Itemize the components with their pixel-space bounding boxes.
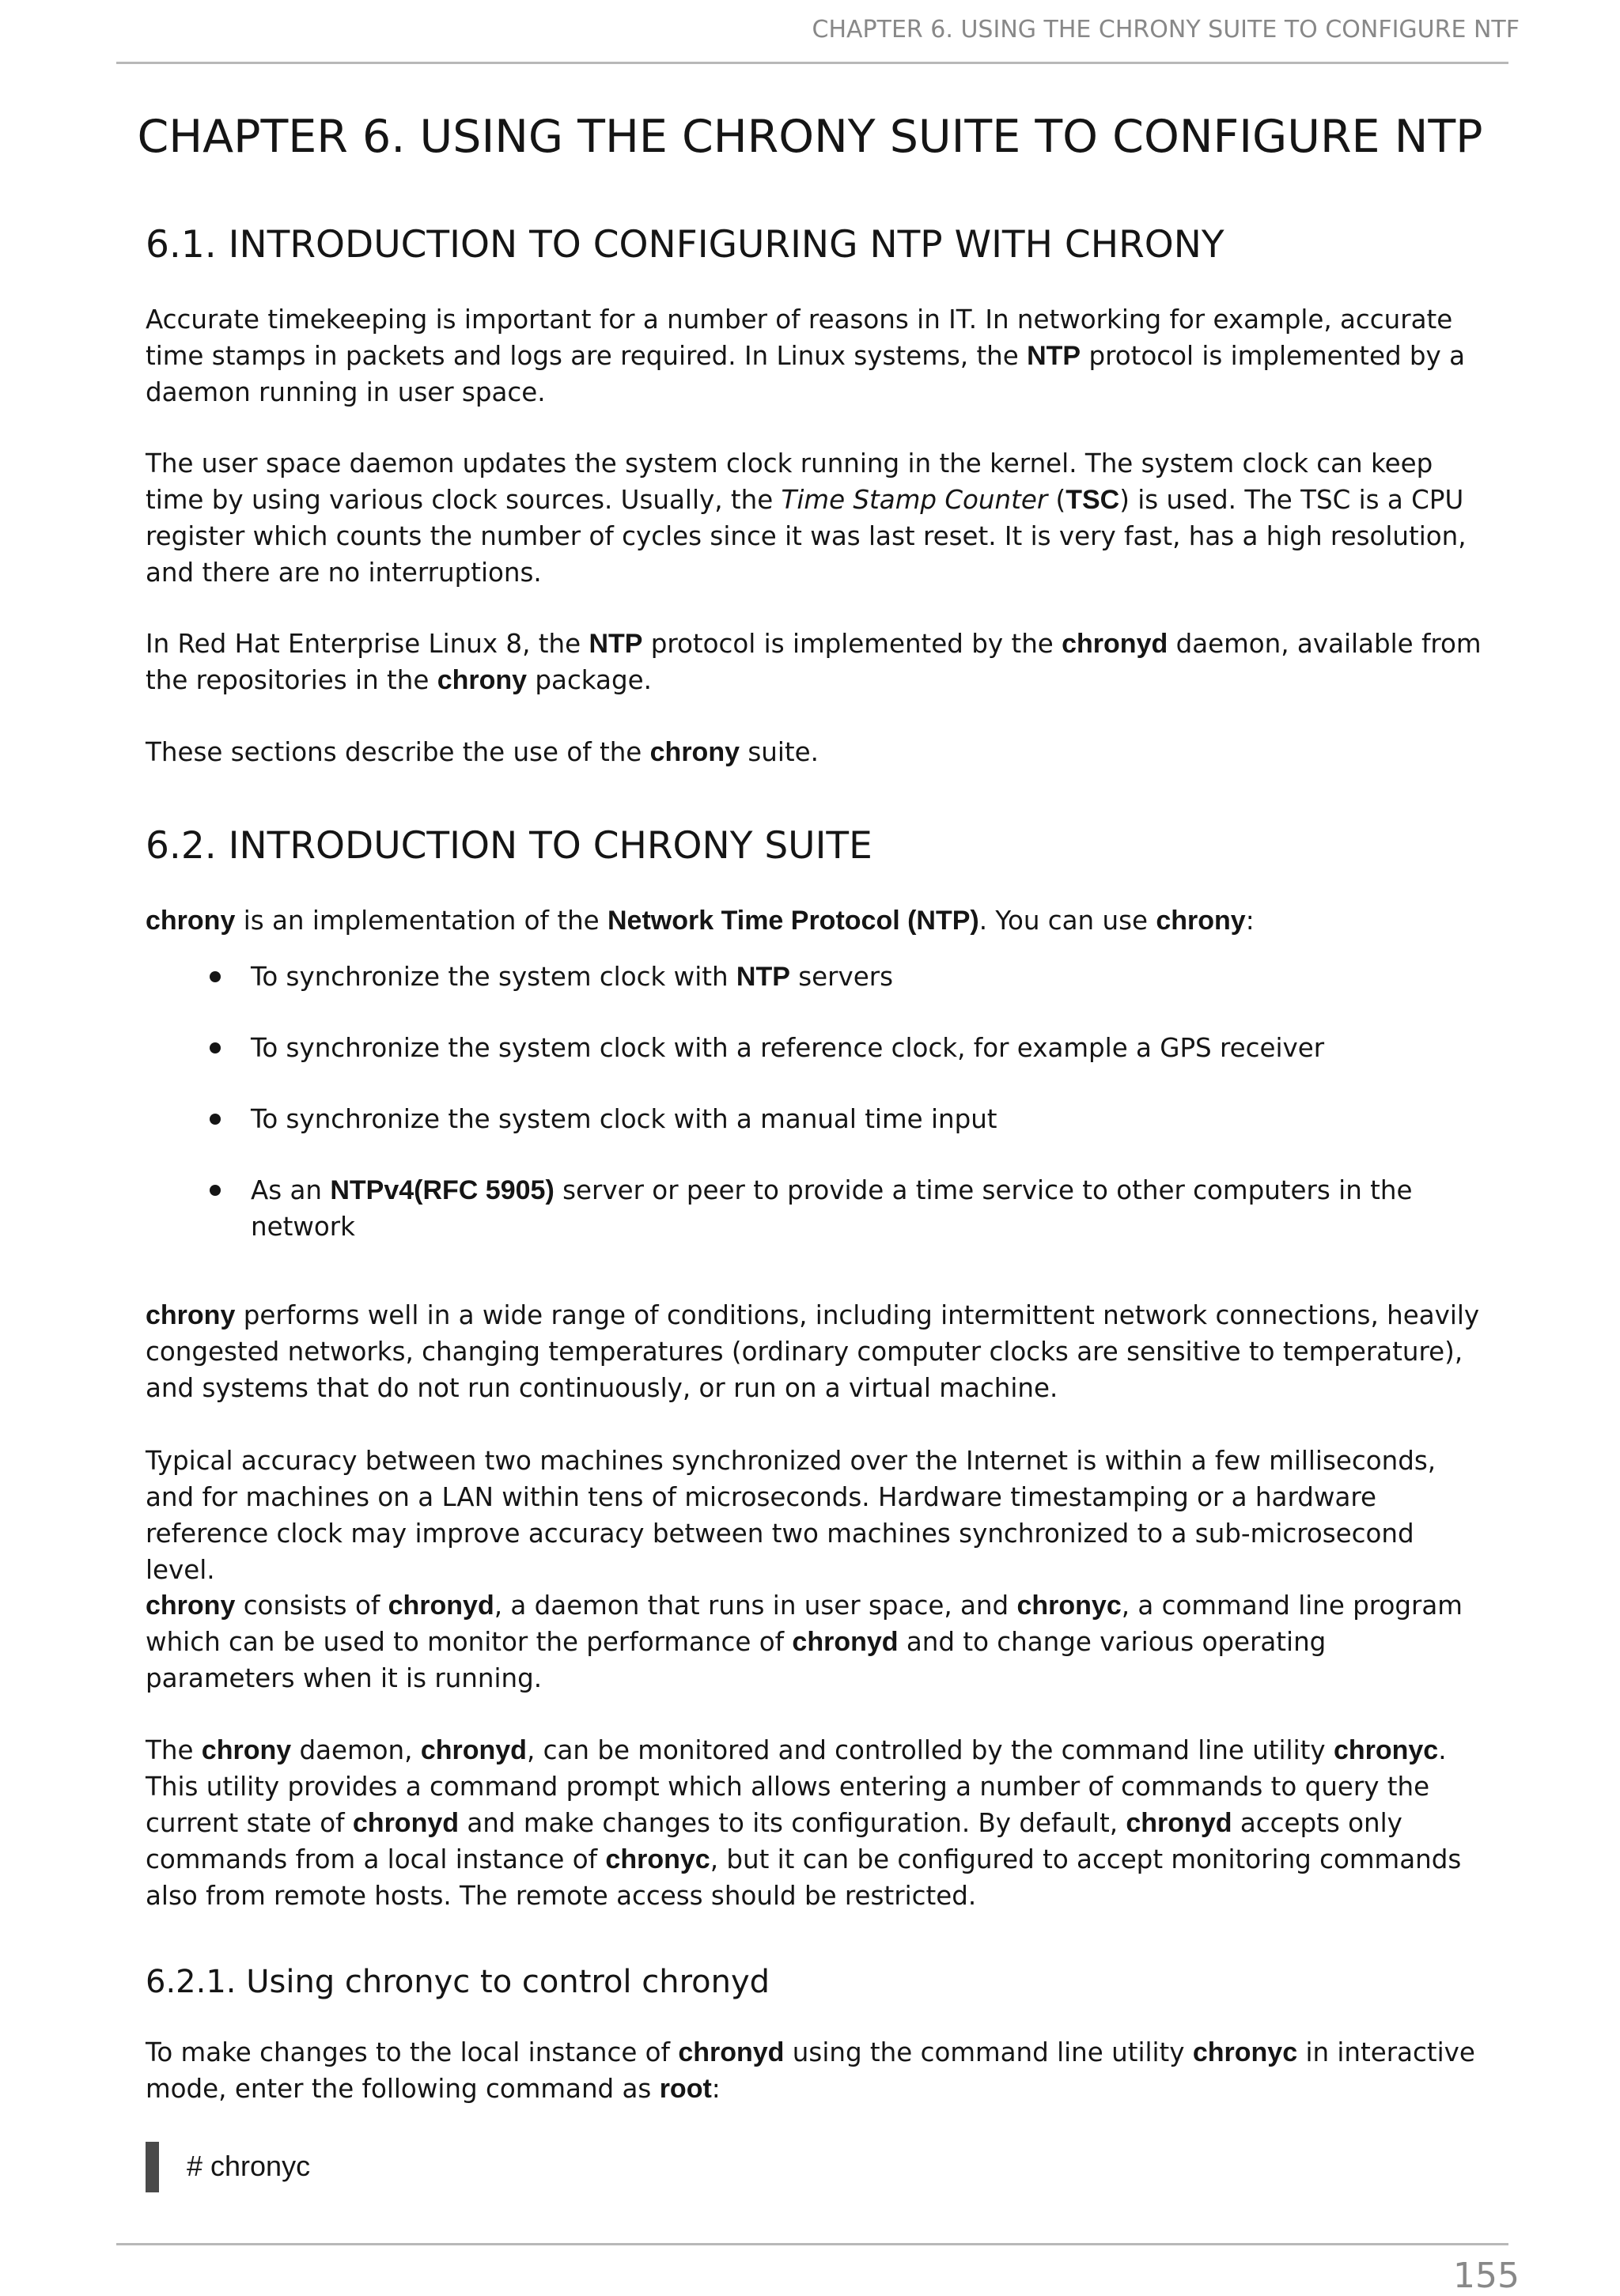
text: As an bbox=[251, 1175, 331, 1205]
chapter-title: CHAPTER 6. USING THE CHRONY SUITE TO CONFIGURE NTP bbox=[137, 111, 1483, 163]
running-header: CHAPTER 6. USING THE CHRONY SUITE TO CONFIGURE NTF bbox=[812, 16, 1520, 43]
term-chrony: chrony bbox=[146, 1591, 236, 1621]
paragraph-chrony-daemon bbox=[146, 1732, 1482, 1914]
term-ntpv4-rfc5905: NTPv4(RFC 5905) bbox=[330, 1175, 555, 1205]
paragraph-sections-describe bbox=[146, 734, 1482, 770]
term-chronyd: chronyd bbox=[388, 1591, 494, 1621]
paragraph-chronyc-interactive bbox=[146, 2034, 1482, 2107]
term-chronyd: chronyd bbox=[792, 1627, 899, 1657]
bullet-icon bbox=[210, 1114, 221, 1125]
text: : bbox=[711, 2074, 721, 2104]
text: . This utility provides a command prompt which allows entering a number of commands to query the current state of bbox=[146, 1735, 1447, 1838]
term-ntp: NTP bbox=[1027, 341, 1081, 371]
command-chronyc: # chronyc bbox=[187, 2150, 311, 2182]
term-chronyc: chronyc bbox=[1192, 2037, 1298, 2067]
text: daemon, bbox=[291, 1735, 421, 1765]
term-ntp: NTP bbox=[589, 629, 643, 659]
section-6-1-heading: 6.1. INTRODUCTION TO CONFIGURING NTP WITH CHRONY bbox=[146, 223, 1224, 267]
page-number: 155 bbox=[1453, 2256, 1520, 2296]
text: , but it can be configured to accept monitoring commands also from remote hosts. The remote access should be restricted. bbox=[146, 1844, 1462, 1911]
text: These sections describe the use of the bbox=[146, 737, 650, 767]
text: server or peer to provide a time service to other computers in the network bbox=[251, 1175, 1413, 1242]
term-network-time-protocol: Network Time Protocol (NTP) bbox=[608, 906, 979, 936]
text: performs well in a wide range of conditions, including intermittent network connections, heavily congested networks, changing temperatures (ordinary computer clocks are sensitive to temperature), and systems that do not run continuously, or run on a virtual machine. bbox=[146, 1300, 1480, 1403]
text: suite. bbox=[740, 737, 819, 767]
text: using the command line utility bbox=[784, 2037, 1193, 2067]
term-chrony: chrony bbox=[649, 737, 740, 767]
term-chronyd: chronyd bbox=[1062, 629, 1168, 659]
term-time-stamp-counter: Time Stamp Counter bbox=[781, 485, 1048, 515]
term-chronyd: chronyd bbox=[352, 1808, 460, 1838]
text: To make changes to the local instance of bbox=[146, 2037, 679, 2067]
text: servers bbox=[789, 962, 894, 992]
chrony-uses-list bbox=[146, 959, 1482, 1280]
text: and make changes to its configuration. By default, bbox=[459, 1808, 1126, 1838]
text: in interactive mode, enter the following command as bbox=[146, 2037, 1475, 2104]
text: , a daemon that runs in user space, and bbox=[494, 1591, 1017, 1621]
term-chrony: chrony bbox=[437, 665, 528, 695]
paragraph-typical-accuracy bbox=[146, 1443, 1482, 1588]
text: : bbox=[1245, 906, 1255, 936]
text: accepts only commands from a local instance of bbox=[146, 1808, 1402, 1874]
list-item bbox=[146, 1172, 1482, 1245]
term-chrony: chrony bbox=[146, 1300, 236, 1330]
text: and to change various operating parameters when it is running. bbox=[146, 1627, 1327, 1693]
bullet-icon bbox=[210, 971, 221, 982]
term-chronyc: chronyc bbox=[1016, 1591, 1122, 1621]
text: protocol is implemented by the bbox=[642, 629, 1062, 659]
term-chrony: chrony bbox=[1156, 906, 1246, 936]
section-6-2-1-heading: 6.2.1. Using chronyc to control chronyd bbox=[146, 1964, 770, 2000]
term-ntp: NTP bbox=[736, 962, 790, 992]
term-chronyc: chronyc bbox=[1333, 1735, 1439, 1765]
text: daemon, available from the repositories in the bbox=[146, 629, 1482, 695]
text: protocol is implemented by a daemon running in user space. bbox=[146, 341, 1466, 407]
code-block-bar bbox=[146, 2142, 159, 2192]
term-root: root bbox=[659, 2074, 712, 2104]
paragraph-rhel8-ntp bbox=[146, 626, 1482, 698]
text: , can be monitored and controlled by the command line utility bbox=[526, 1735, 1334, 1765]
text: To synchronize the system clock with a reference clock, for example a GPS receiver bbox=[251, 1033, 1325, 1063]
paragraph-chrony-intro bbox=[146, 902, 1482, 939]
code-block bbox=[146, 2142, 1490, 2192]
paragraph-timekeeping bbox=[146, 301, 1482, 410]
text: To synchronize the system clock with a manual time input bbox=[251, 1104, 997, 1134]
text: . You can use bbox=[978, 906, 1156, 936]
bullet-icon bbox=[210, 1185, 221, 1196]
term-chrony: chrony bbox=[146, 906, 236, 936]
text: consists of bbox=[235, 1591, 388, 1621]
text: package. bbox=[527, 665, 652, 695]
list-item bbox=[146, 959, 1482, 995]
text: In Red Hat Enterprise Linux 8, the bbox=[146, 629, 589, 659]
text: The user space daemon updates the system clock running in the kernel. The system clock can keep time by using various clock sources. Usually, the bbox=[146, 448, 1433, 515]
term-chronyd: chronyd bbox=[1126, 1808, 1232, 1838]
text: Typical accuracy between two machines synchronized over the Internet is within a few milliseconds, and for machines on a LAN within tens of microseconds. Hardware timestamping or a hardware reference clock may improve accuracy between two machines synchronized to a sub-microsecond level. bbox=[146, 1446, 1436, 1585]
list-item bbox=[146, 1101, 1482, 1137]
term-chronyc: chronyc bbox=[605, 1844, 710, 1874]
text: ) is used. The TSC is a CPU register which counts the number of cycles since it was last reset. It is very fast, has a high resolution, and there are no interruptions. bbox=[146, 485, 1467, 588]
section-6-2-heading: 6.2. INTRODUCTION TO CHRONY SUITE bbox=[146, 824, 872, 868]
text: ( bbox=[1047, 485, 1066, 515]
paragraph-chrony-performance bbox=[146, 1297, 1482, 1406]
text: , a command line program which can be used to monitor the performance of bbox=[146, 1591, 1463, 1657]
paragraph-system-clock bbox=[146, 445, 1482, 591]
header-divider bbox=[116, 62, 1508, 64]
term-chronyd: chronyd bbox=[678, 2037, 785, 2067]
term-chrony: chrony bbox=[201, 1735, 292, 1765]
text: Accurate timekeeping is important for a number of reasons in IT. In networking for example, accurate time stamps in packets and logs are required. In Linux systems, the bbox=[146, 304, 1453, 371]
bullet-icon bbox=[210, 1042, 221, 1053]
term-chronyd: chronyd bbox=[420, 1735, 527, 1765]
text: The bbox=[146, 1735, 202, 1765]
text: To synchronize the system clock with bbox=[251, 962, 736, 992]
text: is an implementation of the bbox=[235, 906, 608, 936]
paragraph-chrony-consists bbox=[146, 1587, 1482, 1696]
footer-divider bbox=[116, 2243, 1508, 2245]
term-tsc: TSC bbox=[1065, 485, 1120, 515]
list-item bbox=[146, 1030, 1482, 1066]
